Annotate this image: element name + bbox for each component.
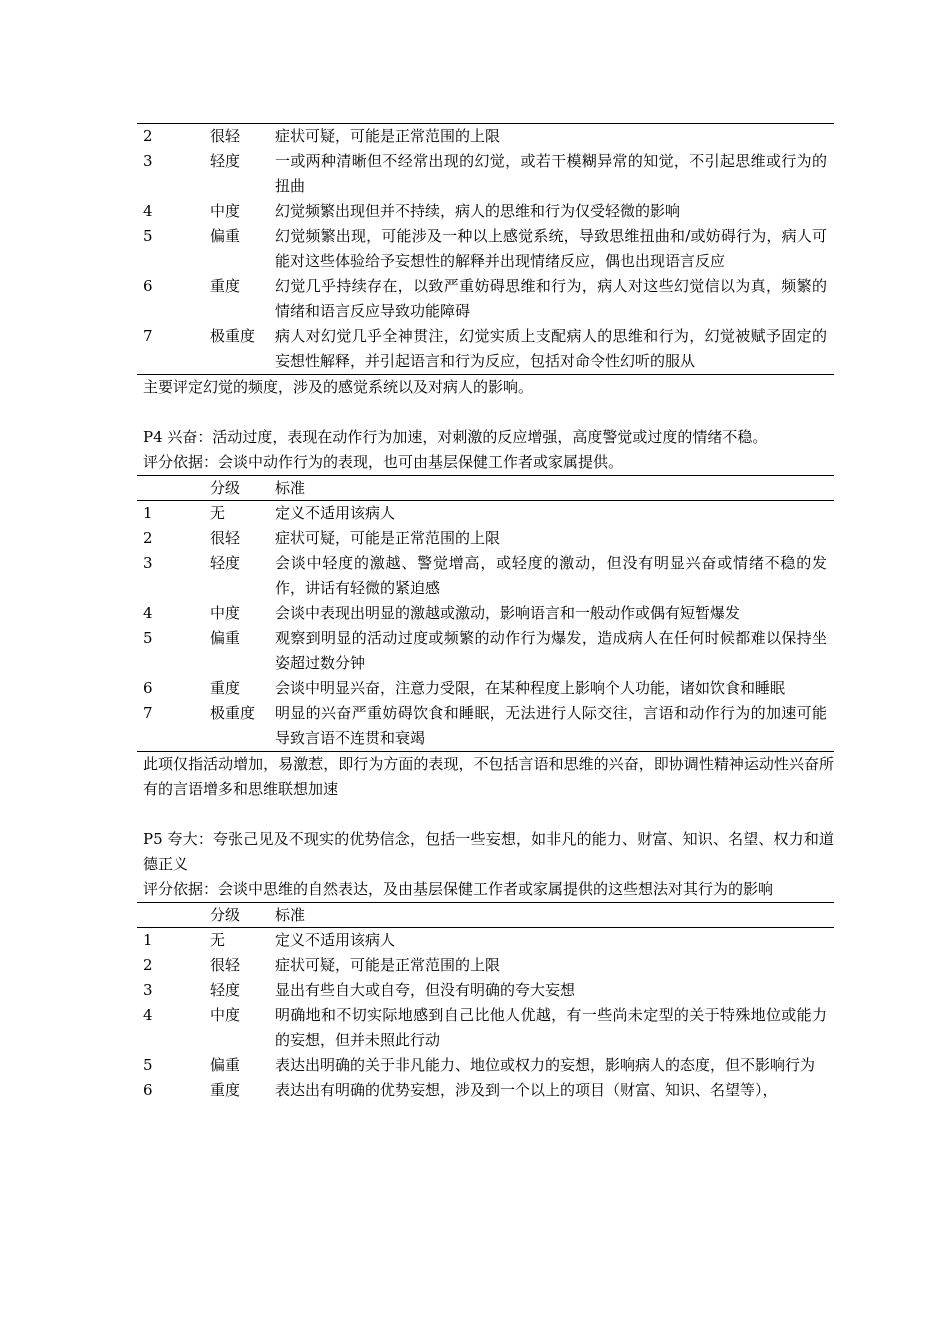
p5-basis: 评分依据：会谈中思维的自然表达，及由基层保健工作者或家属提供的这些想法对其行为的影响 <box>143 880 774 898</box>
grade-cell: 5 <box>143 1056 153 1074</box>
grade-cell: 1 <box>143 931 153 949</box>
spacer <box>137 400 834 425</box>
level-header: 分级 <box>210 479 241 497</box>
level-cell: 偏重 <box>210 1056 241 1074</box>
table-row <box>137 601 834 626</box>
criteria-cell: 幻觉频繁出现但并不持续，病人的思维和行为仅受轻微的影响 <box>275 202 681 220</box>
level-header: 分级 <box>210 906 241 924</box>
table-row <box>137 274 834 324</box>
table-row <box>137 324 834 374</box>
p4-basis: 评分依据：会谈中动作行为的表现，也可由基层保健工作者或家属提供。 <box>143 453 624 471</box>
grade-cell: 5 <box>143 629 153 647</box>
grade-cell: 6 <box>143 277 153 295</box>
p4-table-body <box>137 501 834 751</box>
level-cell: 中度 <box>210 1006 241 1024</box>
table-row <box>137 149 834 199</box>
grade-cell: 2 <box>143 529 153 547</box>
table-row <box>137 224 834 274</box>
spacer <box>137 802 834 827</box>
criteria-cell: 显出有些自大或自夸，但没有明确的夸大妄想 <box>275 981 576 999</box>
grade-cell: 6 <box>143 679 153 697</box>
table-row <box>137 526 834 551</box>
grade-cell: 6 <box>143 1081 153 1099</box>
table-row <box>137 676 834 701</box>
criteria-cell: 定义不适用该病人 <box>275 931 396 949</box>
criteria-cell: 症状可疑，可能是正常范围的上限 <box>275 956 501 974</box>
criteria-cell: 幻觉几乎持续存在，以致严重妨碍思维和行为，病人对这些幻觉信以为真，频繁的情绪和语言反应导致功能障碍 <box>275 277 827 320</box>
criteria-cell: 明显的兴奋严重妨碍饮食和睡眠，无法进行人际交往，言语和动作行为的加速可能导致言语不连贯和衰竭 <box>275 704 827 747</box>
level-cell: 很轻 <box>210 529 241 547</box>
table-header-row <box>137 476 834 500</box>
p5-table-body <box>137 928 834 1103</box>
criteria-cell: 会谈中明显兴奋，注意力受限，在某种程度上影响个人功能，诸如饮食和睡眠 <box>275 679 786 697</box>
level-cell: 重度 <box>210 277 241 295</box>
table-row <box>137 978 834 1003</box>
criteria-cell: 症状可疑，可能是正常范围的上限 <box>275 127 501 145</box>
level-cell: 重度 <box>210 1081 241 1099</box>
criteria-header: 标准 <box>275 906 306 924</box>
table-row <box>137 124 834 149</box>
grade-cell: 4 <box>143 1006 153 1024</box>
p3-note: 主要评定幻觉的频度，涉及的感觉系统以及对病人的影响。 <box>143 378 534 396</box>
table-row <box>137 701 834 751</box>
table-row <box>137 1078 834 1103</box>
level-cell: 很轻 <box>210 127 241 145</box>
p3-table-body <box>137 124 834 374</box>
table-row <box>137 953 834 978</box>
grade-cell: 4 <box>143 604 153 622</box>
criteria-cell: 明确地和不切实际地感到自己比他人优越，有一些尚未定型的关于特殊地位或能力的妄想，但并未照此行动 <box>275 1006 827 1049</box>
level-cell: 偏重 <box>210 227 241 245</box>
criteria-cell: 观察到明显的活动过度或频繁的动作行为爆发，造成病人在任何时候都难以保持坐姿超过数分钟 <box>275 629 827 672</box>
level-cell: 无 <box>210 504 226 522</box>
criteria-cell: 幻觉频繁出现，可能涉及一种以上感觉系统，导致思维扭曲和/或妨碍行为，病人可能对这些体验给予妄想性的解释并出现情绪反应，偶也出现语言反应 <box>275 227 827 270</box>
level-cell: 中度 <box>210 202 241 220</box>
table-row <box>137 501 834 526</box>
level-cell: 无 <box>210 931 226 949</box>
grade-cell: 3 <box>143 981 153 999</box>
criteria-cell: 症状可疑，可能是正常范围的上限 <box>275 529 501 547</box>
table-row <box>137 626 834 676</box>
grade-cell: 1 <box>143 504 153 522</box>
level-cell: 轻度 <box>210 554 241 572</box>
table-row <box>137 199 834 224</box>
grade-cell: 2 <box>143 127 153 145</box>
p5-title: P5 夸大：夸张己见及不现实的优势信念，包括一些妄想，如非凡的能力、财富、知识、名望、权力和道德正义 <box>143 830 834 873</box>
criteria-cell: 会谈中表现出明显的激越或激动，影响语言和一般动作或偶有短暂爆发 <box>275 604 741 622</box>
level-cell: 极重度 <box>210 704 256 722</box>
document-content <box>137 123 834 1103</box>
p4-note: 此项仅指活动增加，易激惹，即行为方面的表现，不包括言语和思维的兴奋，即协调性精神运动性兴奋所有的言语增多和思维联想加速 <box>143 755 834 798</box>
grade-cell: 3 <box>143 554 153 572</box>
grade-cell: 4 <box>143 202 153 220</box>
criteria-cell: 表达出有明确的优势妄想，涉及到一个以上的项目（财富、知识、名望等）， <box>275 1081 778 1099</box>
criteria-cell: 定义不适用该病人 <box>275 504 396 522</box>
grade-cell: 5 <box>143 227 153 245</box>
criteria-cell: 表达出明确的关于非凡能力、地位或权力的妄想，影响病人的态度，但不影响行为 <box>275 1056 816 1074</box>
level-cell: 极重度 <box>210 327 256 345</box>
criteria-header: 标准 <box>275 479 306 497</box>
table-row <box>137 551 834 601</box>
level-cell: 重度 <box>210 679 241 697</box>
level-cell: 偏重 <box>210 629 241 647</box>
grade-cell: 7 <box>143 704 153 722</box>
criteria-cell: 病人对幻觉几乎全神贯注，幻觉实质上支配病人的思维和行为，幻觉被赋予固定的妄想性解释，并引起语言和行为反应，包括对命令性幻听的服从 <box>275 327 827 370</box>
criteria-cell: 一或两种清晰但不经常出现的幻觉，或若干模糊异常的知觉，不引起思维或行为的扭曲 <box>275 152 827 195</box>
table-row <box>137 1003 834 1053</box>
level-cell: 中度 <box>210 604 241 622</box>
grade-cell: 7 <box>143 327 153 345</box>
level-cell: 轻度 <box>210 981 241 999</box>
grade-cell: 3 <box>143 152 153 170</box>
p4-title: P4 兴奋：活动过度，表现在动作行为加速，对刺激的反应增强，高度警觉或过度的情绪不稳。 <box>143 428 768 446</box>
grade-cell: 2 <box>143 956 153 974</box>
level-cell: 很轻 <box>210 956 241 974</box>
table-header-row <box>137 903 834 927</box>
level-cell: 轻度 <box>210 152 241 170</box>
table-row <box>137 928 834 953</box>
table-row <box>137 1053 834 1078</box>
criteria-cell: 会谈中轻度的激越、警觉增高，或轻度的激动，但没有明显兴奋或情绪不稳的发作，讲话有轻微的紧迫感 <box>275 554 827 597</box>
